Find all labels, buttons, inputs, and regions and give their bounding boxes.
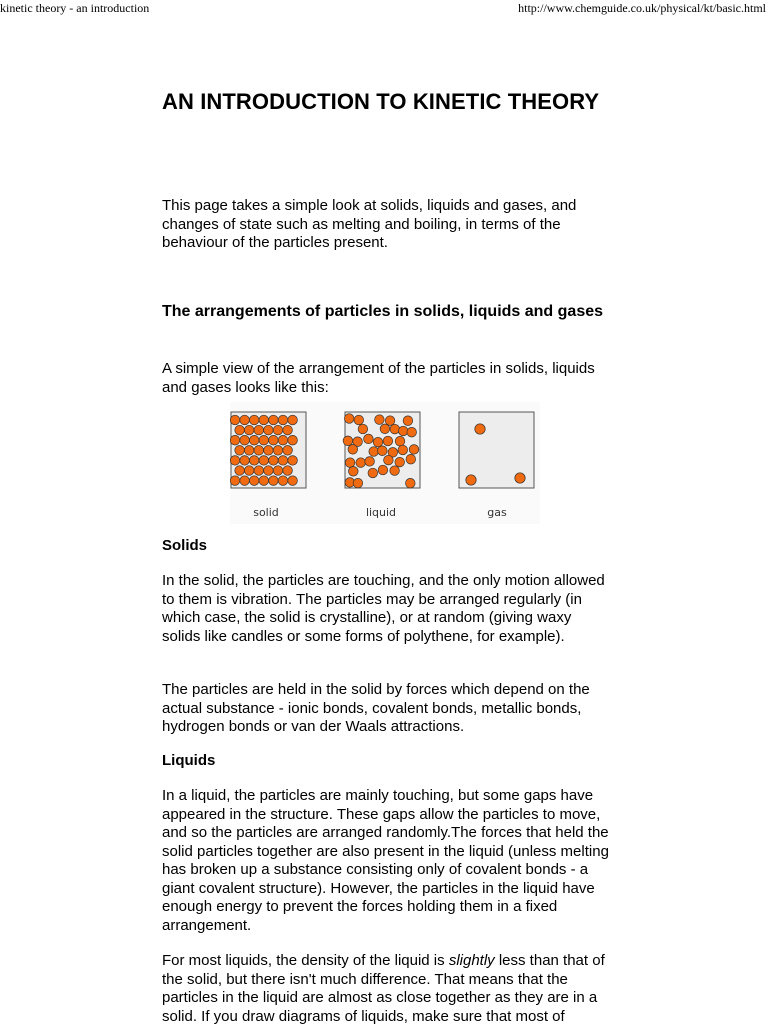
liquid-particle	[368, 468, 378, 478]
liquids-heading: Liquids	[162, 752, 216, 769]
solid-particle	[283, 466, 293, 476]
solid-label: solid	[253, 506, 279, 519]
solid-particle	[269, 476, 279, 486]
solid-particle	[278, 456, 288, 466]
liquid-particle	[398, 445, 408, 455]
liquid-particle	[398, 426, 408, 436]
solid-particle	[264, 425, 274, 435]
solid-particle	[240, 476, 250, 486]
solid-particle	[269, 415, 279, 425]
solid-particle	[259, 456, 269, 466]
gas-particle	[475, 424, 485, 434]
solid-particle	[244, 446, 254, 456]
solid-particle	[254, 446, 264, 456]
page-title-header: kinetic theory - an introduction	[0, 1, 150, 15]
liquid-particle	[403, 416, 413, 426]
liquid-particle	[406, 478, 416, 488]
solid-particle	[240, 415, 250, 425]
liquids-paragraph-1: In a liquid, the particles are mainly touching, but some gaps have appeared in the structure. These gaps allow the particles to move, and so the particles are arranged randomly.The forces that held the solid particles together are also present in the liquid (unless melting has broken up a substance consisting only of covalent bonds - a giant covalent structure). However, the particles in the liquid have enough energy to prevent the forces holding them in a fixed arrangement.	[162, 787, 609, 934]
liquid-particle	[383, 436, 393, 446]
solid-particle	[240, 456, 250, 466]
liquid-particle	[344, 414, 354, 424]
liquid-particle	[349, 467, 359, 477]
liquid-particle	[373, 437, 383, 447]
liquid-particle	[390, 466, 400, 476]
liquid-particle	[353, 478, 363, 488]
gas-particle	[515, 473, 525, 483]
solid-particle	[249, 476, 259, 486]
particle-arrangement-diagram	[230, 402, 540, 524]
liquid-particle	[354, 415, 364, 425]
gas-label: gas	[487, 506, 507, 519]
solid-particle	[264, 446, 274, 456]
solid-particle	[249, 435, 259, 445]
liquid-particle	[380, 424, 390, 434]
solids-paragraph-2: The particles are held in the solid by forces which depend on the actual substance - ionic bonds, covalent bonds, metallic bonds, hydrogen bonds or van der Waals attractions.	[162, 681, 590, 735]
solid-particle	[230, 456, 240, 466]
liquid-particle	[409, 445, 419, 455]
liquid-particle	[356, 458, 366, 468]
solid-particle	[273, 425, 283, 435]
solid-particle	[273, 466, 283, 476]
solid-particle	[259, 476, 269, 486]
solids-heading: Solids	[162, 537, 208, 554]
solid-particle	[240, 435, 250, 445]
particle-diagram-svg	[230, 402, 540, 524]
solid-particle	[269, 456, 279, 466]
liquid-particle	[358, 424, 368, 434]
solid-particle	[283, 446, 293, 456]
solid-particle	[269, 435, 279, 445]
gas-particle	[466, 475, 476, 485]
liquid-particle	[385, 416, 395, 426]
solid-particle	[273, 446, 283, 456]
intro-paragraph: This page takes a simple look at solids, liquids and gases, and changes of state such as melting and boiling, in terms of the behaviour of the particles present.	[162, 197, 577, 251]
solid-particle	[288, 415, 298, 425]
liquid-particle	[406, 454, 416, 464]
solid-particle	[254, 425, 264, 435]
print-header	[0, 0, 768, 16]
solid-particle	[259, 415, 269, 425]
liquid-particle	[364, 434, 374, 444]
page-url[interactable]: http://www.chemguide.co.uk/physical/kt/basic.html	[518, 1, 766, 15]
solid-particle	[283, 425, 293, 435]
liquids-paragraph-2	[162, 952, 610, 1026]
solid-particle	[230, 415, 240, 425]
page-title: AN INTRODUCTION TO KINETIC THEORY	[162, 89, 600, 114]
liquid-particle	[407, 427, 417, 437]
liquid-particle	[375, 415, 385, 425]
solid-particle	[278, 435, 288, 445]
solid-particle	[278, 476, 288, 486]
solid-particle	[288, 435, 298, 445]
liquid-particle	[365, 457, 375, 467]
liquid-particle	[384, 455, 394, 465]
solid-particle	[254, 466, 264, 476]
liquid-particle	[343, 436, 353, 446]
solid-particle	[288, 476, 298, 486]
liquid-particle	[369, 447, 379, 457]
solid-particle	[264, 466, 274, 476]
emphasis-slightly: slightly	[448, 952, 495, 969]
section-heading: The arrangements of particles in solids, liquids and gases	[162, 303, 604, 320]
solid-particle	[288, 456, 298, 466]
solids-paragraph-1: In the solid, the particles are touching, and the only motion allowed to them is vibration. The particles may be arranged regularly (in which case, the solid is crystalline), or at random (giving waxy solids like candles or some forms of polythene, for example).	[162, 572, 605, 645]
solid-particle	[244, 425, 254, 435]
solid-particle	[230, 435, 240, 445]
liquids-p2-before: For most liquids, the density of the liquid is	[162, 952, 449, 969]
liquids-p2-after: less than that of the solid, but there isn't much difference. That means that the particles in the liquid are almost as close together as they are in a solid. If you draw diagrams of liquids, make sure that most of	[162, 952, 605, 1025]
liquid-particle	[395, 457, 405, 467]
solid-particle	[244, 466, 254, 476]
liquid-particle	[348, 445, 358, 455]
solid-particle	[230, 476, 240, 486]
solid-particle	[235, 425, 245, 435]
solid-particle	[259, 435, 269, 445]
liquid-particle	[390, 424, 400, 434]
solid-particle	[235, 466, 245, 476]
liquid-particle	[345, 458, 355, 468]
liquid-particle	[378, 446, 388, 456]
solid-particle	[278, 415, 288, 425]
liquid-particle	[378, 465, 388, 475]
solid-particle	[249, 415, 259, 425]
liquid-particle	[395, 436, 405, 446]
solid-particle	[249, 456, 259, 466]
liquid-label: liquid	[365, 506, 397, 519]
solid-particle	[235, 446, 245, 456]
arrangement-intro: A simple view of the arrangement of the particles in solids, liquids and gases looks like this:	[162, 360, 595, 396]
